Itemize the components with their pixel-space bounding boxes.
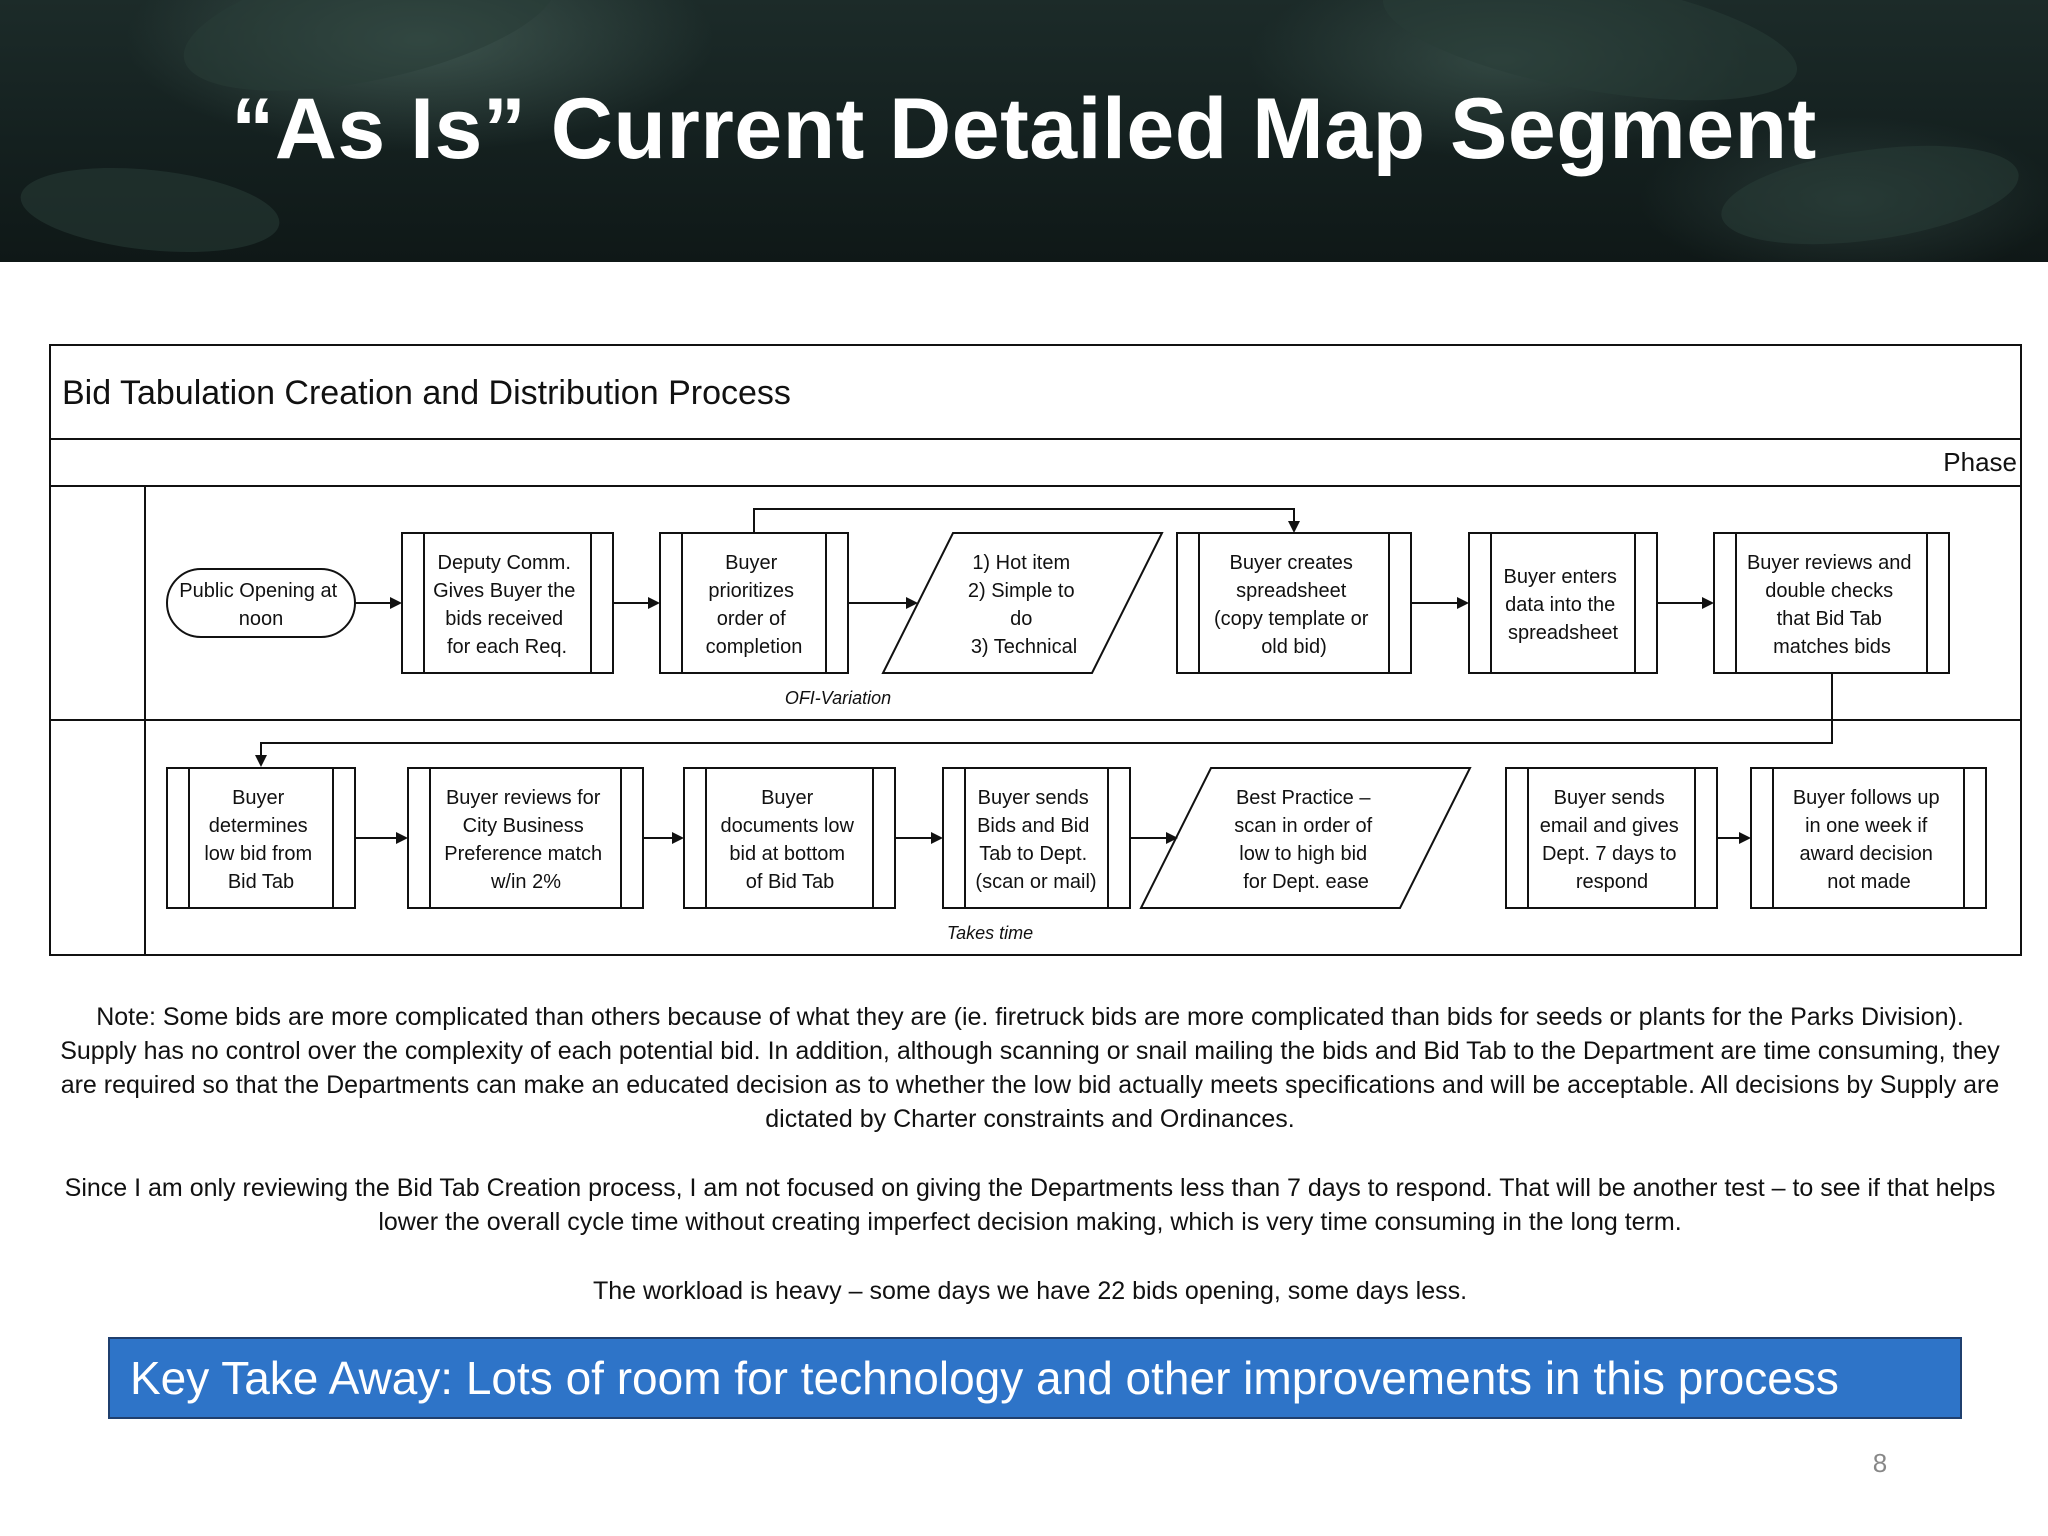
slide-title: “As Is” Current Detailed Map Segment: [231, 81, 1817, 177]
svg-text:Buyer enters data into t: Buyer enters data into the spreadsheet: [1503, 566, 1619, 644]
svg-text:Buyer sends Bids and Bid: Buyer sends Bids and Bid Tab to Dept. (scan or mail): [975, 787, 1097, 893]
process-box-buyer-enters-data: [1469, 533, 1657, 673]
svg-text:Buyer reviews for City B: Buyer reviews for City Business Preference match w/in 2%: [444, 787, 603, 893]
start-terminator-label: Public Opening at noon: [179, 580, 338, 630]
note-paragraph: Since I am only reviewing the Bid Tab Creation process, I am not focused on giving the Departments less than 7 days to respond. That will be another test – to see if that helps lower the overall cycle time without creating imperfect decision making, which is very time consuming in the long term.: [64, 1174, 1996, 1236]
svg-text:Deputy Comm. Gives Buyer: Deputy Comm. Gives Buyer the bids received for each Req.: [433, 552, 576, 658]
svg-text:Buyer reviews and double: Buyer reviews and double checks that Bid Tab matches bids: [1746, 552, 1912, 658]
process-box-buyer-prioritizes: [660, 533, 848, 673]
phase-label: Phase: [1943, 447, 2017, 477]
svg-text:Buyer prioritizes: Buyer prioritizes order of completion: [705, 552, 803, 658]
process-box-deputy-comm: [402, 533, 613, 673]
svg-text:Buyer follows up in one: Buyer follows up in one week if award decision not made: [1792, 787, 1940, 893]
svg-text:1) Hot item 2) Simple: 1) Hot item 2) Simple to do 3) Technical: [967, 552, 1078, 658]
annotation-takes-time: Takes time: [946, 923, 1034, 943]
process-box-buyer-sends-email: [1506, 768, 1717, 908]
process-box-buyer-sends-bids: [943, 768, 1130, 908]
svg-text:Buyer sends email and gi: Buyer sends email and gives Dept. 7 days to respond: [1539, 787, 1679, 893]
diagram-title: Bid Tabulation Creation and Distribution Process: [62, 374, 791, 412]
svg-text:Buyer creates spreadshee: Buyer creates spreadsheet (copy template or old bid): [1213, 552, 1369, 658]
key-takeaway-box: Key Take Away: Lots of room for technology and other improvements in this process: [108, 1337, 1962, 1419]
process-box-buyer-documents-low-bid: [684, 768, 895, 908]
process-box-buyer-reviews-city-preference: [408, 768, 643, 908]
process-box-buyer-reviews-double-checks: [1714, 533, 1949, 673]
page-number: 8: [1872, 1448, 1888, 1478]
svg-text:Best Practice – scan in: Best Practice – scan in order of low to high bid for Dept. ease: [1234, 787, 1373, 893]
process-box-buyer-follows-up: [1751, 768, 1986, 908]
svg-text:Buyer determines l: Buyer determines low bid from Bid Tab: [204, 787, 313, 893]
notes-section: [60, 1000, 2000, 1343]
process-box-buyer-creates-spreadsheet: [1177, 533, 1411, 673]
note-paragraph: The workload is heavy – some days we have 22 bids opening, some days less.: [592, 1277, 1468, 1305]
note-paragraph: Note: Some bids are more complicated than others because of what they are (ie. firetruck bids are more complicated than bids for seeds or plants for the Parks Division). Supply has no control over the complexity of each potential bid. In addition, although scanning or snail mailing the bids and Bid Tab to the Department are time consuming, they are required so that the Departments can make an educated decision as to whether the low bid actually meets specifications and will be acceptable. All decisions by Supply are dictated by Charter constraints and Ordinances.: [60, 1003, 2000, 1133]
svg-text:Buyer documents low: Buyer documents low bid at bottom of Bid Tab: [720, 787, 854, 893]
process-box-buyer-determines-low-bid: [167, 768, 355, 908]
annotation-ofi-variation: OFI-Variation: [784, 688, 892, 708]
